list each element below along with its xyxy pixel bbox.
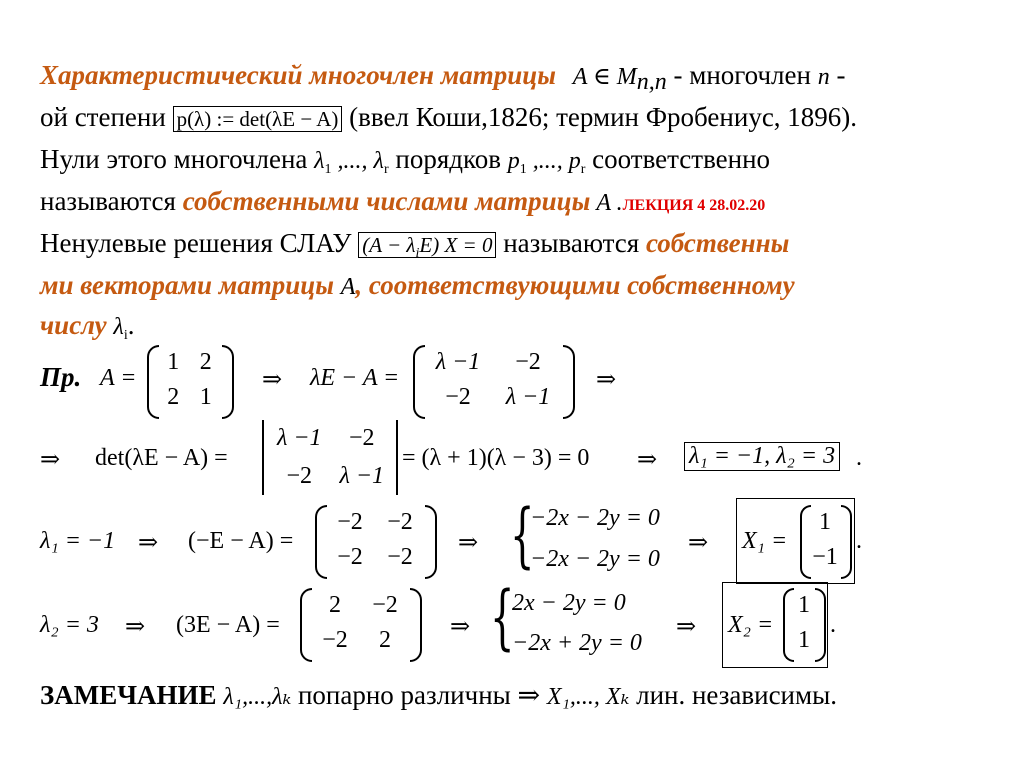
implies-2: ⇒ [596,367,617,393]
lambda-sub-1: 1 [324,162,332,177]
case2-dot: . [830,612,836,638]
case2-implies-2: ⇒ [450,614,471,640]
case1-rparen [425,505,437,579]
called-text-2: называются [496,228,646,258]
example-label: Пр. [40,362,82,392]
lambda-i-sub: i [123,328,128,343]
case1-eq-1: −2x − 2y = 0 [530,505,660,531]
corresponding-term: , соответствующими собственному [355,270,795,300]
dash: - [829,60,846,90]
char-poly-formula: p(λ) := det(λE − A) [173,106,343,132]
called-text: называются [40,186,183,216]
slau-formula: $(A - \lambda_iE)$ X = 0 [358,232,496,258]
matrix-a-rparen [222,345,234,419]
remark-line [40,678,837,714]
lambda-1: λ [314,148,325,174]
case2-implies-3: ⇒ [676,614,697,640]
case2-implies-1: ⇒ [125,614,146,640]
p-r: p [568,148,581,174]
le-minus-a: λE − A = [310,365,400,391]
case1-lambda: λ₁ = −1 [40,528,116,554]
case2-lambda: λ₂ = 3 [40,612,99,638]
a-equals: A = [100,365,137,391]
matrix-a-2: A [340,274,356,300]
eigenvectors-term-2: ми векторами матрицы [40,270,341,300]
definition-line-7 [40,308,134,353]
nonzero-solutions-text: Ненулевые решения СЛАУ [40,228,359,258]
eigenvectors-term-1: собственны [645,228,790,258]
case2-eq-1: 2x − 2y = 0 [512,590,626,616]
p-sub-r: r [580,162,586,177]
period: . [127,310,135,340]
det-matrix-body: λ −1 −2 −2 λ −1 [276,425,385,489]
dot-1: . [856,445,862,471]
lambda-r: λ [373,148,384,174]
case2-vec-rparen [815,588,826,662]
remark-lambdas: λ₁,...,λₖ [223,684,292,710]
remark-end: лин. независимы. [629,680,837,710]
case1-x: X₁ = [742,528,788,554]
remark-vectors: X₁,..., Xₖ [546,684,630,710]
ellipsis: ,..., [331,148,374,174]
case1-vec-rparen [841,505,852,579]
case1-implies-2: ⇒ [458,530,479,556]
respectively-text: соответственно [585,144,771,174]
definition-line-3 [40,142,770,187]
case2-matrix-body: 2 −2 −2 2 [322,592,398,653]
definition-line-4 [40,184,765,223]
p-sub-1: 1 [519,162,527,177]
zeros-text: Нули этого многочлена [40,144,315,174]
char-poly-title: Характеристический многочлен матрицы [40,60,557,90]
lambda-i: λ [113,314,124,340]
case2-eq-2: −2x + 2y = 0 [512,630,642,656]
p-1: p [507,148,520,174]
case1-implies-1: ⇒ [138,530,159,556]
history-note: (ввел Коши,1826; термин Фробениус, 1896). [349,102,858,132]
matrix-le-body: λ −1 −2 −2 λ −1 [435,349,551,410]
matrix-a: A . [590,190,623,216]
number-term: числу [40,310,114,340]
case1-dot: . [856,528,862,554]
matrix-set-sub: n,n [636,69,667,95]
det-factored: = (λ + 1)(λ − 3) = 0 [402,445,590,471]
case1-vector-body: 1 −1 [812,509,838,570]
matrix-a-body: 1 2 2 1 [167,349,212,410]
lecture-label: ЛЕКЦИЯ 4 28.02.20 [622,197,766,214]
implies-4: ⇒ [637,447,658,473]
implies-3: ⇒ [40,447,61,473]
case1-lhs: (−E − A) = [188,528,294,554]
orders-text: порядков [388,144,508,174]
eigenvalues-result: λ₁ = −1, λ₂ = 3 [684,442,840,471]
det-expression: det(λE − A) = [95,445,228,471]
poly-text: - многочлен [666,60,818,90]
implies-1: ⇒ [262,367,283,393]
remark-label: ЗАМЕЧАНИЕ [40,680,217,710]
lambda-sub-r: r [383,162,389,177]
case1-brace: { [510,494,535,576]
case2-rparen [410,588,422,662]
degree-n: n [817,64,830,90]
matrix-set: A ∈ M [572,64,637,90]
case2-vector-body: 1 1 [798,592,810,653]
degree-text: ой степени [40,102,166,132]
matrix-le-rparen [563,345,575,419]
det-right-bar [396,420,398,495]
case2-brace: { [490,576,515,658]
case1-matrix-body: −2 −2 −2 −2 [337,509,413,570]
case2-x: X₂ = [728,612,774,638]
eigenvalues-term: собственными числами матрицы [182,186,591,216]
definition-line-1 [40,58,845,99]
case1-eq-2: −2x − 2y = 0 [530,546,660,572]
definition-line-6 [40,268,795,304]
case2-lhs: (3E − A) = [176,612,280,638]
definition-line-2 [40,100,857,136]
case1-implies-3: ⇒ [688,530,709,556]
remark-text: попарно различны ⇒ [291,680,547,710]
definition-line-5 [40,226,789,271]
det-left-bar [262,420,264,495]
p-ellipsis: ,..., [526,148,569,174]
